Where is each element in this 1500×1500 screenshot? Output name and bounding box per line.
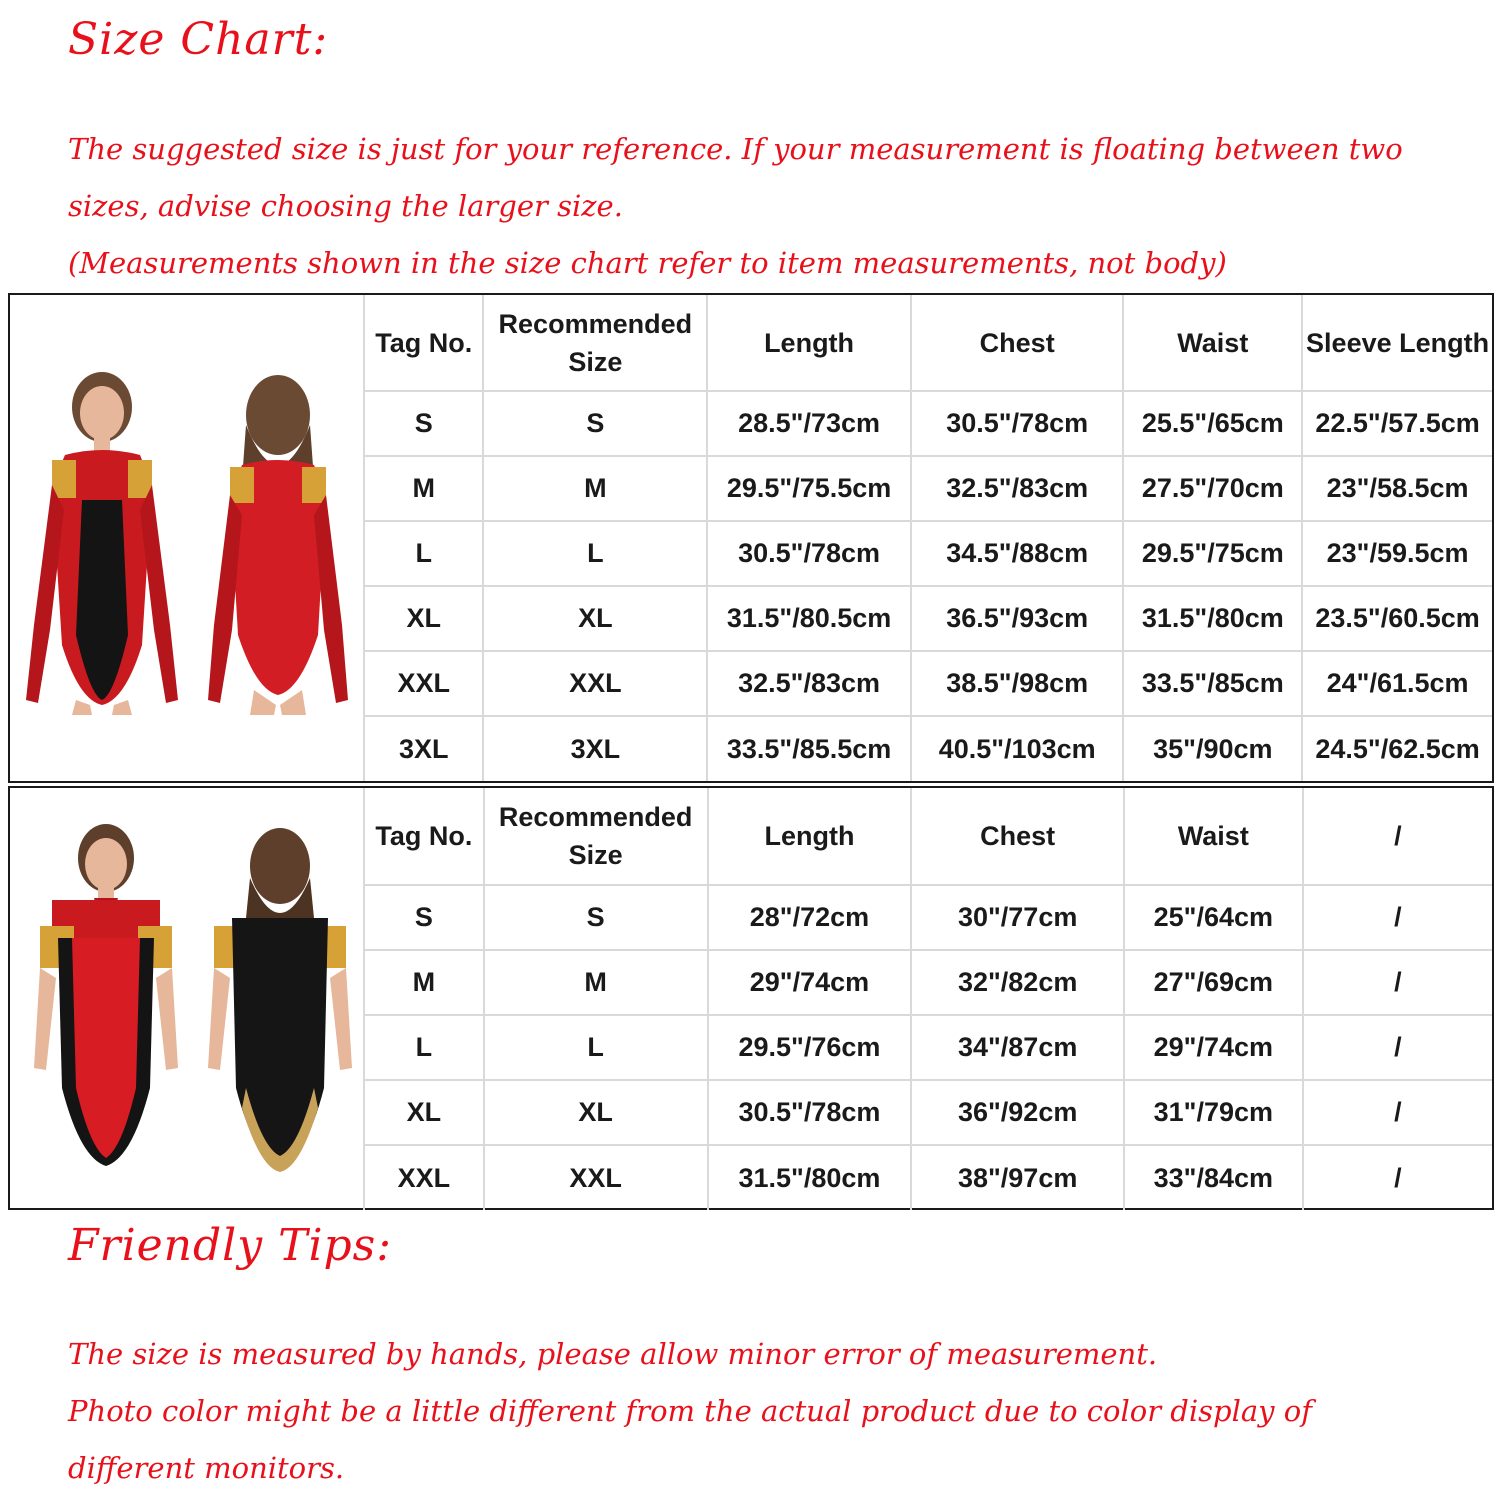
cell-chest: 38"/97cm: [911, 1145, 1124, 1210]
cell-tag: XL: [364, 1080, 484, 1145]
header-recommended-size: Recommended Size: [484, 788, 708, 885]
cell-sleeve: 22.5"/57.5cm: [1302, 391, 1492, 456]
cell-chest: 40.5"/103cm: [911, 716, 1124, 781]
cell-tag: XXL: [364, 651, 483, 716]
cell-length: 29.5"/76cm: [708, 1015, 912, 1080]
header-waist: Waist: [1123, 295, 1302, 391]
table-header-row: [364, 788, 1492, 885]
cell-length: 28"/72cm: [708, 885, 912, 950]
cell-recommended: XL: [484, 1080, 708, 1145]
product-photo-sleeveless: [10, 788, 365, 1208]
cell-chest: 34.5"/88cm: [911, 521, 1124, 586]
cell-chest: 34"/87cm: [911, 1015, 1124, 1080]
cell-waist: 27.5"/70cm: [1123, 456, 1302, 521]
cell-waist: 25.5"/65cm: [1123, 391, 1302, 456]
cell-tag: XXL: [364, 1145, 484, 1210]
cell-tag: L: [364, 521, 483, 586]
cell-slash: /: [1303, 1015, 1492, 1080]
back-view: [208, 828, 352, 1172]
cell-recommended: L: [484, 1015, 708, 1080]
cell-slash: /: [1303, 1145, 1492, 1210]
product-photo-long-sleeve: [10, 295, 365, 781]
header-waist: Waist: [1124, 788, 1303, 885]
cell-length: 32.5"/83cm: [707, 651, 911, 716]
cell-tag: S: [364, 391, 483, 456]
cell-tag: M: [364, 950, 484, 1015]
table-row: [364, 950, 1492, 1015]
table-row: [364, 1080, 1492, 1145]
cell-slash: /: [1303, 885, 1492, 950]
cell-recommended: XL: [483, 586, 707, 651]
size-advice-text: The suggested size is just for your reference. If your measurement is floating between two sizes, advise choosing the larger size. (Measurements shown in the size chart refer to item measurements, not body): [68, 132, 1403, 280]
header-slash: /: [1303, 788, 1492, 885]
cell-chest: 30.5"/78cm: [911, 391, 1124, 456]
cell-recommended: L: [483, 521, 707, 586]
cell-slash: /: [1303, 1080, 1492, 1145]
cell-waist: 27"/69cm: [1124, 950, 1303, 1015]
cell-length: 33.5"/85.5cm: [707, 716, 911, 781]
cell-length: 31.5"/80.5cm: [707, 586, 911, 651]
long-sleeve-bodysuit-illustration: [10, 295, 361, 781]
cell-recommended: 3XL: [483, 716, 707, 781]
cell-chest: 36.5"/93cm: [911, 586, 1124, 651]
cell-recommended: M: [483, 456, 707, 521]
cell-sleeve: 23.5"/60.5cm: [1302, 586, 1492, 651]
table-row: [364, 521, 1492, 586]
friendly-tips-title: Friendly Tips:: [68, 1220, 393, 1271]
table-row: [364, 716, 1492, 781]
cell-tag: XL: [364, 586, 483, 651]
cell-waist: 31"/79cm: [1124, 1080, 1303, 1145]
sleeveless-bodysuit-illustration: [10, 788, 361, 1208]
table-header-row: [364, 295, 1492, 391]
cell-length: 31.5"/80cm: [708, 1145, 912, 1210]
cell-sleeve: 24"/61.5cm: [1302, 651, 1492, 716]
header-length: Length: [708, 788, 912, 885]
cell-waist: 25"/64cm: [1124, 885, 1303, 950]
table-row: [364, 1015, 1492, 1080]
cell-chest: 32.5"/83cm: [911, 456, 1124, 521]
cell-tag: S: [364, 885, 484, 950]
cell-length: 30.5"/78cm: [707, 521, 911, 586]
cell-waist: 31.5"/80cm: [1123, 586, 1302, 651]
cell-waist: 29"/74cm: [1124, 1015, 1303, 1080]
cell-slash: /: [1303, 950, 1492, 1015]
cell-chest: 32"/82cm: [911, 950, 1124, 1015]
cell-length: 28.5"/73cm: [707, 391, 911, 456]
cell-recommended: M: [484, 950, 708, 1015]
size-chart-title: Size Chart:: [68, 14, 329, 65]
header-chest: Chest: [911, 295, 1124, 391]
size-table: [363, 788, 1492, 1210]
size-table-sleeveless: [8, 786, 1494, 1210]
cell-recommended: S: [484, 885, 708, 950]
front-view: [26, 372, 178, 715]
cell-chest: 36"/92cm: [911, 1080, 1124, 1145]
front-view: [34, 824, 178, 1166]
cell-sleeve: 24.5"/62.5cm: [1302, 716, 1492, 781]
header-sleeve-length: Sleeve Length: [1302, 295, 1492, 391]
cell-waist: 35"/90cm: [1123, 716, 1302, 781]
size-table-long-sleeve: [8, 293, 1494, 783]
cell-length: 29"/74cm: [708, 950, 912, 1015]
cell-recommended: S: [483, 391, 707, 456]
table-row: [364, 391, 1492, 456]
cell-tag: M: [364, 456, 483, 521]
table-row: [364, 651, 1492, 716]
table-row: [364, 1145, 1492, 1210]
friendly-tips-text: The size is measured by hands, please allow minor error of measurement. Photo color might be a little different from the actual product due to color display of different monitors.: [68, 1337, 1312, 1485]
table-row: [364, 885, 1492, 950]
cell-tag: 3XL: [364, 716, 483, 781]
cell-tag: L: [364, 1015, 484, 1080]
cell-length: 30.5"/78cm: [708, 1080, 912, 1145]
cell-length: 29.5"/75.5cm: [707, 456, 911, 521]
cell-recommended: XXL: [484, 1145, 708, 1210]
cell-recommended: XXL: [483, 651, 707, 716]
cell-waist: 33.5"/85cm: [1123, 651, 1302, 716]
header-chest: Chest: [911, 788, 1124, 885]
back-view: [208, 375, 348, 715]
table-row: [364, 456, 1492, 521]
header-tag-no: Tag No.: [364, 788, 484, 885]
header-length: Length: [707, 295, 911, 391]
size-table: [363, 295, 1492, 781]
cell-waist: 33"/84cm: [1124, 1145, 1303, 1210]
header-tag-no: Tag No.: [364, 295, 483, 391]
cell-chest: 38.5"/98cm: [911, 651, 1124, 716]
table-row: [364, 586, 1492, 651]
cell-chest: 30"/77cm: [911, 885, 1124, 950]
cell-sleeve: 23"/58.5cm: [1302, 456, 1492, 521]
cell-waist: 29.5"/75cm: [1123, 521, 1302, 586]
header-recommended-size: Recommended Size: [483, 295, 707, 391]
cell-sleeve: 23"/59.5cm: [1302, 521, 1492, 586]
